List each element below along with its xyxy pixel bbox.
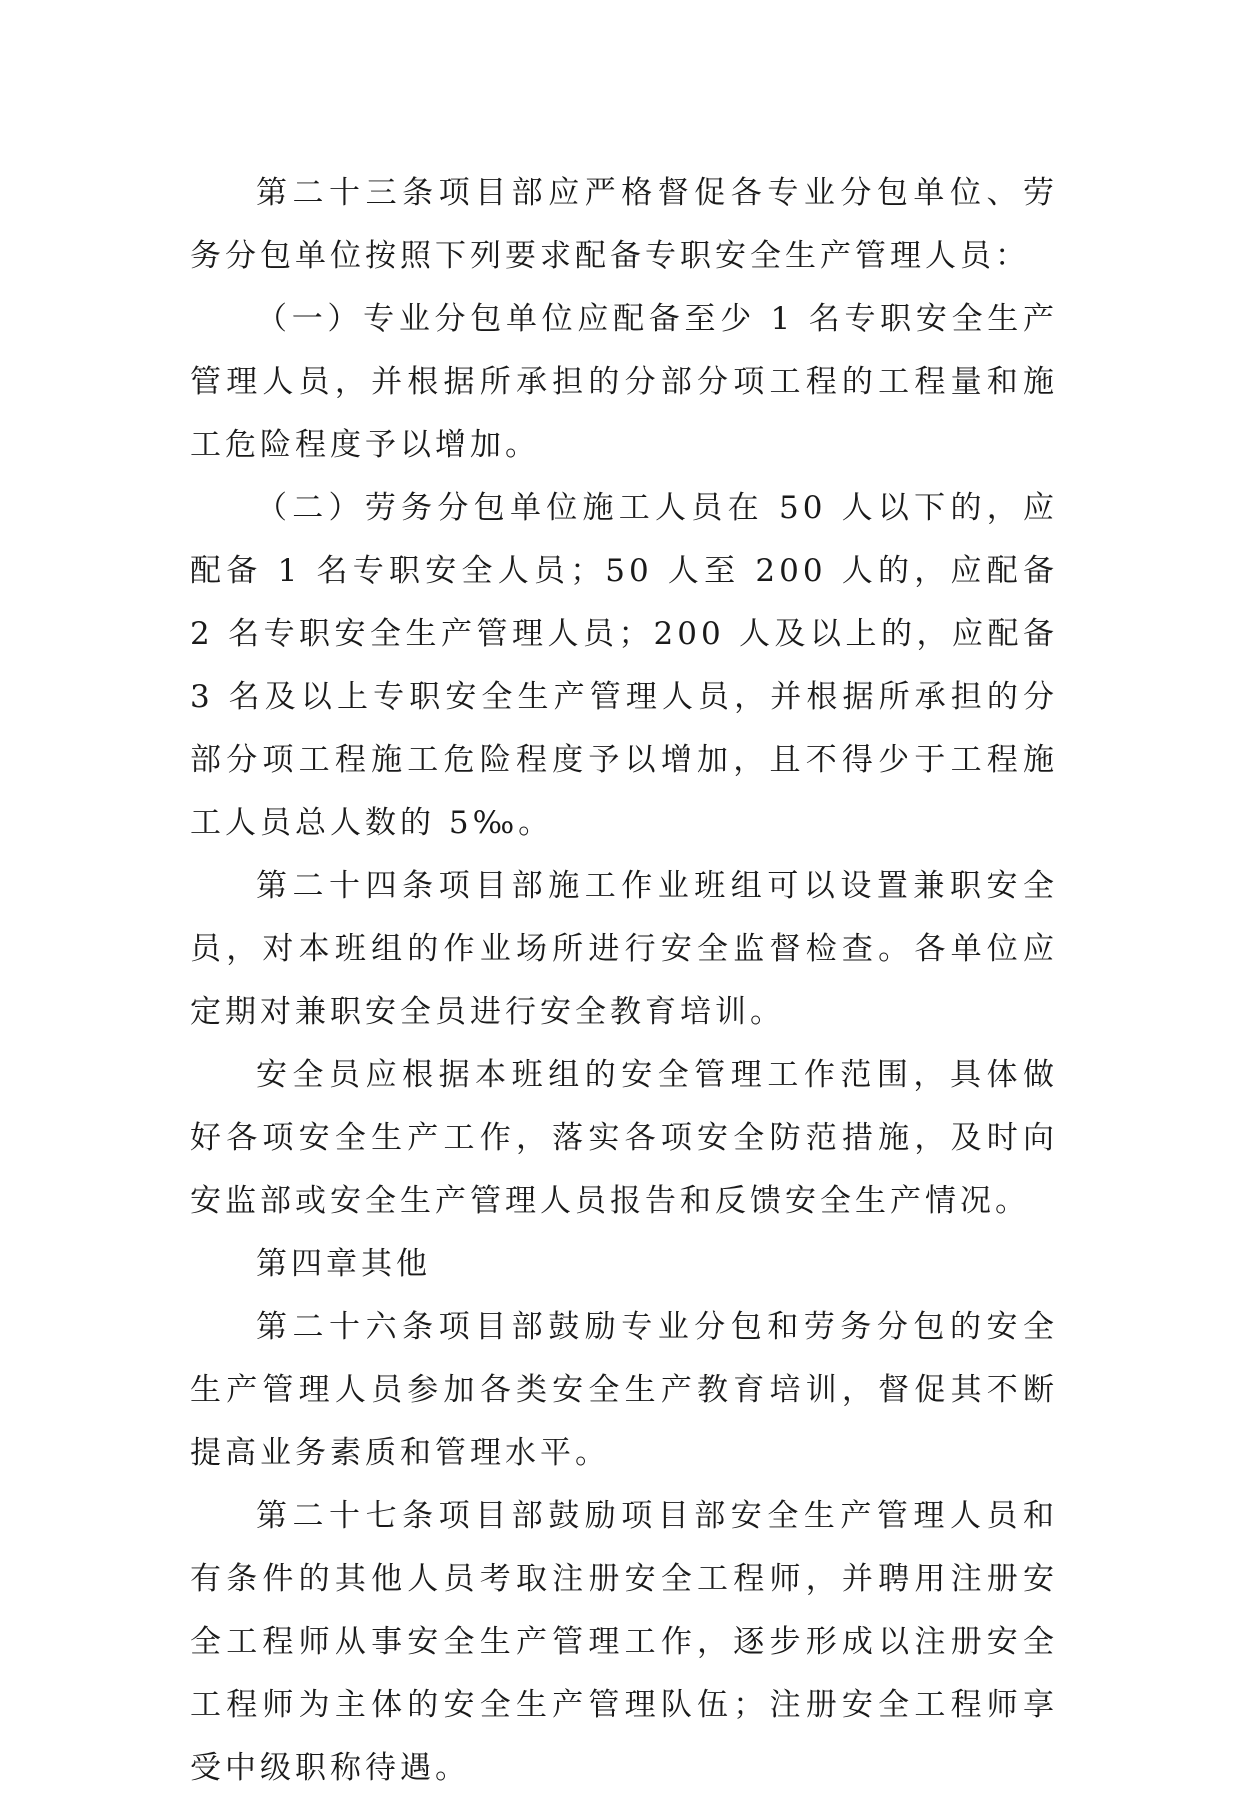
safety-officer-paragraph: 安全员应根据本班组的安全管理工作范围，具体做好各项安全生产工作，落实各项安全防范措施，及时向安监部或安全生产管理人员报告和反馈安全生产情况。 [190, 1057, 1058, 1219]
document-body [190, 162, 1058, 1800]
item-2-paragraph: （二）劳务分包单位施工人员在 50 人以下的，应配备 1 名专职安全人员；50 人至 200 人的，应配备 2 名专职安全生产管理人员；200 人及以上的，应配备 3 名及以上专职安全生产管理人员，并根据所承担的分部分项工程施工危险程度予以增加，且不得少于工程施工人员总人数的 5‰。 [190, 490, 1058, 841]
article-27-paragraph: 第二十七条项目部鼓励项目部安全生产管理人员和有条件的其他人员考取注册安全工程师，并聘用注册安全工程师从事安全生产管理工作，逐步形成以注册安全工程师为主体的安全生产管理队伍；注册安全工程师享受中级职称待遇。 [190, 1498, 1058, 1786]
article-24-paragraph: 第二十四条项目部施工作业班组可以设置兼职安全员，对本班组的作业场所进行安全监督检查。各单位应定期对兼职安全员进行安全教育培训。 [190, 868, 1058, 1030]
chapter-4-heading: 第四章其他 [256, 1246, 431, 1282]
article-26-paragraph: 第二十六条项目部鼓励专业分包和劳务分包的安全生产管理人员参加各类安全生产教育培训，督促其不断提高业务素质和管理水平。 [190, 1309, 1058, 1471]
item-1-paragraph: （一）专业分包单位应配备至少 1 名专职安全生产管理人员，并根据所承担的分部分项工程的工程量和施工危险程度予以增加。 [190, 301, 1058, 463]
article-23-paragraph: 第二十三条项目部应严格督促各专业分包单位、劳务分包单位按照下列要求配备专职安全生产管理人员： [190, 175, 1058, 274]
